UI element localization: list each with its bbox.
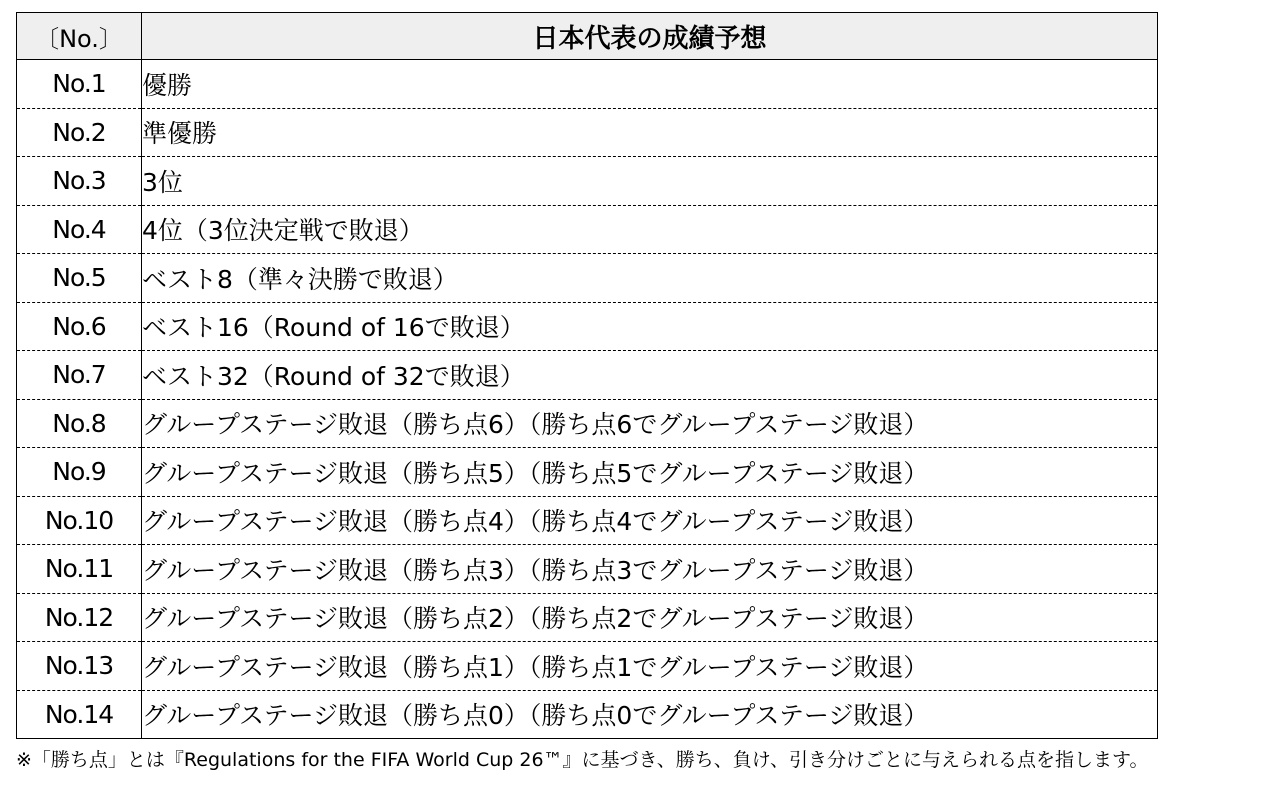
row-number: No.13 — [17, 642, 142, 691]
row-number: No.1 — [17, 60, 142, 109]
row-result: ベスト32（Round of 32で敗退） — [142, 351, 1158, 400]
row-number: No.7 — [17, 351, 142, 400]
row-number: No.11 — [17, 545, 142, 594]
table-row — [17, 593, 1158, 642]
row-number: No.12 — [17, 593, 142, 642]
table-row — [17, 448, 1158, 497]
row-result: グループステージ敗退（勝ち点0）（勝ち点0でグループステージ敗退） — [142, 690, 1158, 739]
table-row — [17, 399, 1158, 448]
row-number: No.9 — [17, 448, 142, 497]
row-number: No.3 — [17, 157, 142, 206]
table-row — [17, 302, 1158, 351]
row-result: ベスト16（Round of 16で敗退） — [142, 302, 1158, 351]
row-result: グループステージ敗退（勝ち点2）（勝ち点2でグループステージ敗退） — [142, 593, 1158, 642]
table-header-row — [17, 13, 1158, 60]
row-number: No.5 — [17, 254, 142, 303]
row-result: ベスト8（準々決勝で敗退） — [142, 254, 1158, 303]
table-row — [17, 205, 1158, 254]
row-result: 優勝 — [142, 60, 1158, 109]
table-row — [17, 496, 1158, 545]
table-row — [17, 108, 1158, 157]
row-number: No.6 — [17, 302, 142, 351]
row-result: 準優勝 — [142, 108, 1158, 157]
row-number: No.8 — [17, 399, 142, 448]
row-result: グループステージ敗退（勝ち点4）（勝ち点4でグループステージ敗退） — [142, 496, 1158, 545]
table-row — [17, 545, 1158, 594]
header-title: 日本代表の成績予想 — [142, 13, 1158, 60]
row-number: No.14 — [17, 690, 142, 739]
row-number: No.10 — [17, 496, 142, 545]
row-result: 3位 — [142, 157, 1158, 206]
footnote: ※「勝ち点」とは『Regulations for the FIFA World Cup 26™』に基づき、勝ち、負け、引き分けごとに与えられる点を指します。 — [16, 749, 1149, 771]
row-number: No.2 — [17, 108, 142, 157]
table-row — [17, 351, 1158, 400]
row-number: No.4 — [17, 205, 142, 254]
row-result: グループステージ敗退（勝ち点6）（勝ち点6でグループステージ敗退） — [142, 399, 1158, 448]
row-result: グループステージ敗退（勝ち点1）（勝ち点1でグループステージ敗退） — [142, 642, 1158, 691]
row-result: グループステージ敗退（勝ち点3）（勝ち点3でグループステージ敗退） — [142, 545, 1158, 594]
row-result: 4位（3位決定戦で敗退） — [142, 205, 1158, 254]
table-row — [17, 157, 1158, 206]
forecast-table — [16, 12, 1158, 739]
table-row — [17, 642, 1158, 691]
table-row — [17, 254, 1158, 303]
table-row — [17, 690, 1158, 739]
table-row — [17, 60, 1158, 109]
forecast-table-container — [16, 12, 1157, 739]
header-no: 〔No.〕 — [17, 13, 142, 60]
row-result: グループステージ敗退（勝ち点5）（勝ち点5でグループステージ敗退） — [142, 448, 1158, 497]
